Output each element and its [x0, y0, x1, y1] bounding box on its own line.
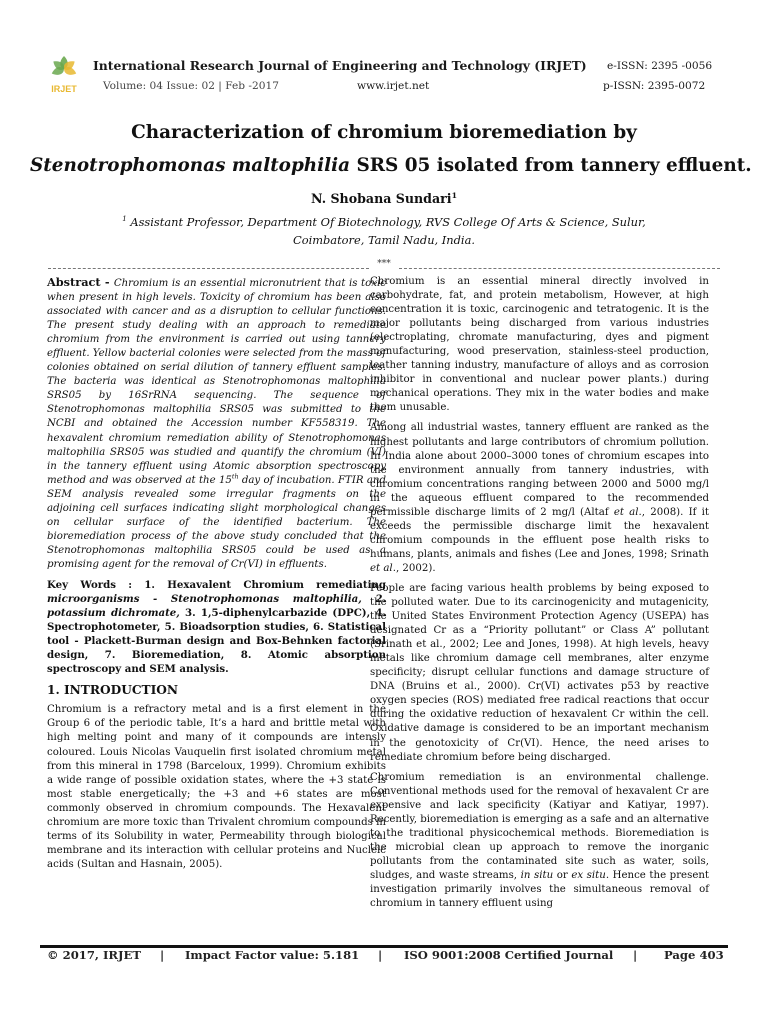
affiliation-sup: 1: [122, 214, 127, 224]
logo-text: IRJET: [51, 84, 77, 94]
author-text: N. Shobana Sundari: [310, 191, 452, 206]
footer-iso: ISO 9001:2008 Certified Journal: [404, 948, 614, 962]
intro-paragraph-1: Chromium is a refractory metal and is a first element in the Group 6 of the periodic table, It’s a hard and brittle metal with high melting point and many of it compounds are intensly coloured. Louis Nicolas Vauquelin first isolated chromium metal from this mineral in 1798 (Barceloux, 1999). Chromium exhibits a wide range of possible oxidation states, where the +3 state is most stable energetically; the +3 and +6 states are most commonly observed in chromium compounds. The Hexavalent chromium are more toxic than Trivalent chromium compounds in terms of its Solubility in water, Permeability through biological membrane and its interaction with cellular proteins and Nucleic acids (Sultan and Hasnain, 2005).: [47, 704, 386, 870]
keywords-italic: microorganisms - Stenotrophomonas maltophilia, 2. potassium dichromate,: [47, 593, 386, 620]
author-sup: 1: [451, 190, 458, 200]
p2-a: Among all industrial wastes, tannery effluent are ranked as the highest pollutants and large contributors of chromium pollution. In India alone about 2000–3000 tones of chromium escapes into the environment annually from tannery industries, with chromium concentrations ranging between 2000 and 5000 mg/l in the aqueous effluent compared to the recommended permissible discharge limits of 2 mg/l (Altaf: [370, 422, 709, 518]
separator-stars: ***: [377, 259, 391, 269]
paper-title-line2: [30, 155, 752, 176]
footer-divider: |: [160, 948, 165, 962]
irjet-logo-icon: [42, 52, 86, 96]
footer-page-number: Page 403: [664, 948, 724, 962]
left-column: [47, 275, 386, 878]
species-name: Stenotrophomonas maltophilia: [30, 155, 351, 176]
footer-impact-factor: Impact Factor value: 5.181: [185, 948, 360, 962]
right-paragraph-2: [370, 421, 709, 576]
abstract-text-b: day of incubation. FTIR and SEM analysis revealed some irregular fragments on the adjoining cell surfaces indicating slight morphological changes on cellular surface of the identified bacterium. The bioremediation process of the above study concluded that the Stenotrophomonas maltophilia SRS05 could be used as a promising agent for the removal of Cr(VI) in effluents.: [47, 474, 386, 570]
paper-title-line1: Characterization of chromium bioremediation by: [131, 122, 637, 143]
right-paragraph-4: [370, 771, 709, 911]
right-paragraph-1: Chromium is an essential mineral directly involved in carbohydrate, fat, and protein metabolism, However, at high concentration it is toxic, carcinogenic and tetratogenic. It is the major pollutants being discharged from various industries (electroplating, chromate manufacturing, dyes and pigment manufacturing, wood preservation, stainless-steel production, leather tanning industry, manufacture of alloys and as corrosion inhibitor in conventional and nuclear power plants.) during mechanical operations. They mix in the water bodies and make them unusable.: [370, 276, 709, 414]
affiliation-line1: [30, 215, 738, 229]
introduction-heading: 1. INTRODUCTION: [47, 683, 179, 698]
volume-issue: Volume: 04 Issue: 02 | Feb -2017: [103, 80, 279, 92]
right-paragraph-3: People are facing various health problems by being exposed to the polluted water. Due to its carcinogenicity and mutagenicity, the United States Environment Protection Agency (USEPA) has designated Cr as a “Priority pollutant” or Class A” pollutant (Srinath et al., 2002; Lee and Jones, 1998). At high levels, heavy metals like chromium damage cell membranes, alter enzyme specificity; disrupt cellular functions and damage structure of DNA (Bruins et al., 2000). Cr(VI) activates p53 by reactive oxygen species (ROS) mediated free radical reactions that occur during the oxidative reduction of hexavalent Cr within the cell. Oxidative damage is considered to be an important mechanism in the genotoxicity of Cr(VI). Hence, the need arises to remediate chromium before being discharged.: [370, 582, 709, 763]
p4-a: Chromium remediation is an environmental challenge. Conventional methods used for the removal of hexavalent Cr are expensive and lack specificity (Katiyar and Katiyar, 1997). Recently, bioremediation is emerging as a safe and an alternative to the traditional physicochemical methods. Bioremediation is the microbial clean up approach to remove the inorganic pollutants from the contaminated site such as water, soils, sludges, and waste streams,: [370, 771, 709, 881]
p2-etal-1: et al: [613, 506, 639, 518]
footer-divider: |: [378, 948, 383, 962]
p4-ex-situ: ex situ: [571, 869, 606, 881]
journal-title: International Research Journal of Engineering and Technology (IRJET): [93, 58, 587, 73]
footer-divider: |: [633, 948, 638, 962]
p4-b: or: [553, 869, 572, 881]
separator-line-right: [399, 268, 720, 269]
p4-in-situ: in situ: [520, 869, 554, 881]
separator-line-left: [48, 268, 369, 269]
section-separator: [48, 259, 720, 272]
affiliation-text1: Assistant Professor, Department Of Biotechnology, RVS College Of Arts & Science, Sulur,: [126, 215, 646, 229]
abstract-sup: th: [231, 473, 239, 481]
journal-url[interactable]: www.irjet.net: [357, 80, 430, 92]
title-rest: SRS 05 isolated from tannery effluent.: [350, 155, 752, 176]
abstract-text-a: Chromium is an essential micronutrient that is toxic when present in high levels. Toxicity of chromium has been also associated with cancer and as a disruption to cellular functions. The present study dealing with an approach to remediate chromium from the environment is carried out using tannery effluent. Yellow bacterial colonies were selected from the mass of colonies obtained on serial dilution of tannery effluent samples. The bacteria was identical as Stenotrophomonas maltophilia SRS05 by 16SrRNA sequencing. The sequence of Stenotrophomonas maltophilia SRS05 was submitted to the NCBI and obtained the Accession number KF558319. The hexavalent chromium remediation ability of Stenotrophomonas maltophilia SRS05 was studied and quantify the chromium (VI) in the tannery effluent using Atomic absorption spectroscopy method and was observed at the 15: [47, 278, 386, 486]
footer-rule: [40, 945, 728, 948]
right-column: [370, 275, 709, 917]
journal-header: [0, 0, 768, 110]
p2-etal-2: et al: [370, 562, 393, 574]
affiliation-line2: Coimbatore, Tamil Nadu, India.: [293, 233, 475, 247]
keywords-c: 3. 1,5-diphenylcarbazide (DPC), 4. Spectrophotometer, 5. Bioadsorption studies, 6. Statistical tool - Plackett-Burman design and Box-Behnken factorial design, 7. Bioremediation, 8. Atomic absorption spectroscopy and SEM analysis.: [47, 607, 387, 676]
keywords: [47, 578, 386, 676]
p2-b: ., 2008). If it exceeds the permissible discharge limit the hexavalent chromium compounds in the effluent pose health risks to humans, plants, animals and fishes (Lee and Jones, 1998; Srinath: [370, 506, 710, 560]
e-issn: e-ISSN: 2395 -0056: [607, 60, 713, 72]
abstract-label: Abstract -: [47, 275, 114, 289]
p2-c: ., 2002).: [392, 562, 436, 574]
p-issn: p-ISSN: 2395-0072: [603, 80, 706, 92]
footer-copyright: © 2017, IRJET: [47, 948, 141, 962]
author-name: [30, 191, 738, 206]
abstract: [47, 275, 386, 572]
keywords-a: Key Words : 1. Hexavalent Chromium remediating: [47, 578, 386, 591]
p4-c: . Hence the present investigation primarily involves the simultaneous removal of chromium in tannery effluent using: [370, 869, 710, 910]
